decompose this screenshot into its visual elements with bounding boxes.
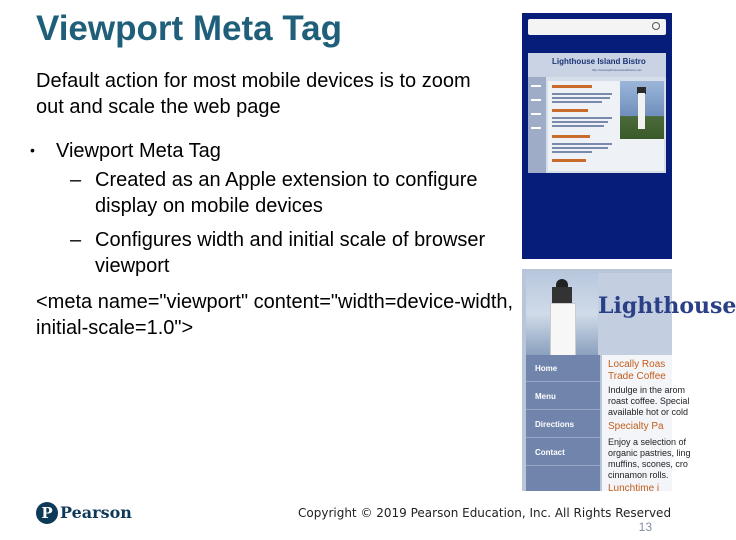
nav-item-home: Home <box>526 355 600 382</box>
site-url: http://www.lighthouseislandbistro.com <box>592 68 643 72</box>
page-number: 13 <box>638 520 652 534</box>
slide-title: Viewport Meta Tag <box>36 9 342 48</box>
bullet-text: Viewport Meta Tag <box>56 140 221 162</box>
content-text: cinnamon rolls. <box>608 470 669 480</box>
content-heading: Locally Roas <box>608 359 666 370</box>
mobile-screenshot-viewport-scaled <box>522 269 736 494</box>
nav-item-contact: Contact <box>526 439 600 466</box>
site-content <box>602 355 691 494</box>
content-heading: Trade Coffee <box>608 371 666 382</box>
subbullet-marker: – <box>70 229 82 251</box>
subbullet-text: Created as an Apple extension to configure display on mobile devices <box>95 169 478 217</box>
site-nav <box>528 77 546 173</box>
meta-tag-code: <meta name="viewport" content="width=device-width, initial-scale=1.0"> <box>36 291 514 339</box>
content-text: Indulge in the arom <box>608 385 686 395</box>
content-text: organic pastries, ling <box>608 448 691 458</box>
subbullet-text: Configures width and initial scale of browser viewport <box>95 229 486 277</box>
search-bar <box>528 19 666 35</box>
lighthouse-photo <box>526 273 598 355</box>
content-heading: Specialty Pa <box>608 421 664 432</box>
copyright-notice: Copyright © 2019 Pearson Education, Inc. All Rights Reserved <box>298 506 672 520</box>
subbullet-apple-extension <box>70 167 490 219</box>
pearson-wordmark: Pearson <box>60 503 132 522</box>
subbullet-marker: – <box>70 169 82 191</box>
site-title-partial: Lighthouse <box>598 293 736 319</box>
scaled-web-page <box>528 53 666 173</box>
site-nav <box>526 355 600 491</box>
bullet-viewport-meta-tag <box>30 137 510 164</box>
lighthouse-photo <box>620 81 664 139</box>
site-header <box>528 53 666 77</box>
content-text: roast coffee. Special <box>608 396 690 406</box>
nav-item-menu: Menu <box>526 383 600 410</box>
content-text: Enjoy a selection of <box>608 437 687 447</box>
content-text: muffins, scones, cro <box>608 459 688 469</box>
site-title: Lighthouse Island Bistro <box>552 57 646 66</box>
intro-text: Default action for most mobile devices is to zoom out and scale the web page <box>36 70 471 118</box>
site-header <box>598 273 736 355</box>
search-icon <box>652 22 660 30</box>
content-text: available hot or cold <box>608 407 689 417</box>
mobile-screenshot-zoomed-out <box>522 13 672 259</box>
nav-item-directions: Directions <box>526 411 600 438</box>
content-heading: Lunchtime i <box>608 483 660 494</box>
bullet-marker: • <box>30 142 35 158</box>
pearson-logo-icon: P <box>36 502 58 524</box>
subbullet-width-scale <box>70 227 490 279</box>
